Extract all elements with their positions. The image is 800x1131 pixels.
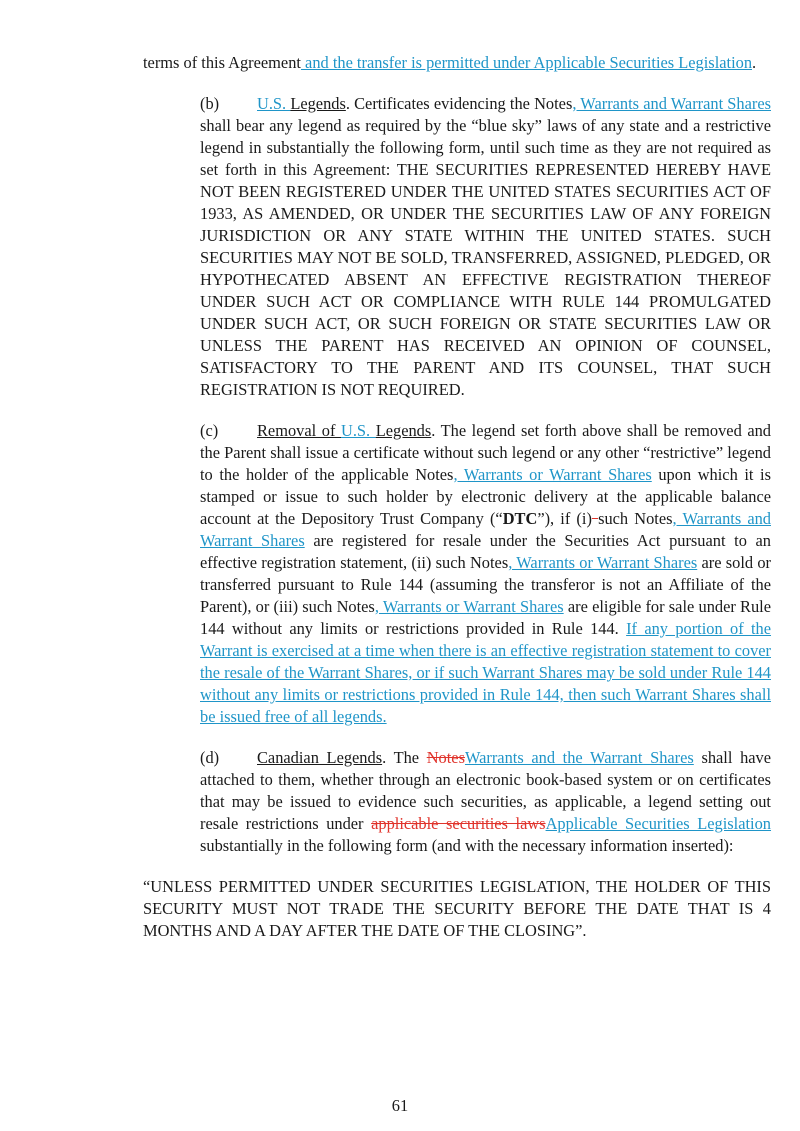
inserted-text: , Warrants or Warrant Shares — [374, 597, 564, 616]
inserted-text: , Warrants or Warrant Shares — [453, 465, 652, 484]
text-run: upon which it is stamped or issue to such holder by electronic delivery at the applicable balance account at the Depository Trust Company (“ — [200, 465, 771, 528]
section-heading: Legends — [290, 94, 346, 113]
text-run: terms of this Agreement — [143, 53, 301, 72]
inserted-text: U.S. — [257, 94, 291, 113]
text-run: . — [382, 748, 394, 767]
text-run: The — [393, 748, 427, 767]
inserted-text: and the transfer is permitted under Applicable Securities Legislation — [300, 53, 753, 72]
section-b-us-legends — [143, 93, 771, 401]
defined-term: DTC — [502, 509, 538, 528]
text-run: such Notes — [598, 509, 673, 528]
inserted-text: U.S. — [340, 421, 376, 440]
section-number: (d) — [200, 748, 220, 767]
deleted-text: applicable securities laws — [371, 814, 546, 833]
document-page — [143, 52, 771, 942]
section-heading: Removal of — [257, 421, 341, 440]
inserted-text: , Warrants and Warrant Shares — [572, 94, 771, 113]
text-run: are sold or transferred pursuant to Rule 144 (assuming the transferor is not an Affiliate of the Parent), or (iii) such Notes — [200, 553, 772, 616]
section-heading: Canadian Legends — [257, 748, 383, 767]
deleted-text: Notes — [426, 748, 465, 767]
text-run: . — [752, 53, 757, 72]
inserted-text: , Warrants or Warrant Shares — [508, 553, 698, 572]
section-d-canadian-legends — [143, 747, 771, 857]
text-run: . The legend set forth above shall be removed and the Parent shall issue a certificate without such legend or any other “restrictive” legend to the holder of the applicable Notes — [200, 421, 772, 484]
text-run: ”), if (i) — [537, 509, 592, 528]
inserted-text: Warrants and the Warrant Shares — [464, 748, 694, 767]
text-run: shall have attached to them, whether through an electronic book-based system or on certificates that may be issued to evidence such securities, as applicable, a legend setting out resale restrictions under — [200, 748, 772, 833]
inserted-text: Applicable Securities Legislation — [545, 814, 772, 833]
text-run: substantially in the following form (and with the necessary information inserted): — [200, 836, 734, 855]
section-heading: Legends — [375, 421, 432, 440]
text-run: are eligible for sale under Rule 144 without any limits or restrictions provided in Rule 144. — [200, 597, 771, 638]
text-run: . Certificates evidencing the Notes — [345, 94, 573, 113]
text-run: are registered for resale under the Securities Act pursuant to an effective registration statement, (ii) such Notes — [200, 531, 771, 572]
section-c-removal-of-legends — [143, 420, 771, 728]
paragraph-continuation — [143, 52, 771, 74]
page-number: 61 — [391, 1096, 409, 1115]
inserted-text: , Warrants and Warrant Shares — [200, 509, 771, 550]
section-number: (c) — [200, 421, 219, 440]
inserted-text: If any portion of the Warrant is exercised at a time when there is an effective registration statement to cover the resale of the Warrant Shares, or if such Warrant Shares may be sold under Rule 144 without any limits or restrictions provided in Rule 144, then such Warrant Shares shall be issued free of all legends. — [200, 619, 772, 726]
text-run: shall bear any legend as required by the “blue sky” laws of any state and a restrictive legend in substantially the following form, until such time as they are not required as set forth in this Agreement: THE SECURITIES REPRESENTED HEREBY HAVE NOT BEEN REGISTERED UNDER THE UNITED STATES SECURITIES ACT OF 1933, AS AMENDED, OR UNDER THE SECURITIES LAW OF ANY FOREIGN JURISDICTION OR ANY STATE WITHIN THE UNITED STATES. SUCH SECURITIES MAY NOT BE SOLD, TRANSFERRED, ASSIGNED, PLEDGED, OR HYPOTHECATED ABSENT AN EFFECTIVE REGISTRATION THEREOF UNDER SUCH ACT OR COMPLIANCE WITH RULE 144 PROMULGATED UNDER SUCH ACT, OR SUCH FOREIGN OR STATE SECURITIES LAW OR UNLESS THE PARENT HAS RECEIVED AN OPINION OF COUNSEL, SATISFACTORY TO THE PARENT AND ITS COUNSEL, THAT SUCH REGISTRATION IS NOT REQUIRED. — [200, 116, 771, 399]
section-number: (b) — [200, 94, 220, 113]
canadian-legend-quote: “UNLESS PERMITTED UNDER SECURITIES LEGISLATION, THE HOLDER OF THIS SECURITY MUST NOT TRADE THE SECURITY BEFORE THE DATE THAT IS 4 MONTHS AND A DAY AFTER THE DATE OF THE CLOSING”. — [143, 877, 771, 940]
